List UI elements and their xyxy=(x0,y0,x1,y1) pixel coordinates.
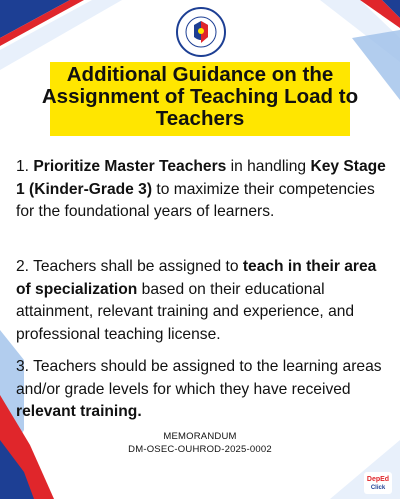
item-number: 2. xyxy=(16,258,34,275)
item-number: 1. xyxy=(16,158,34,175)
item-text: in handling xyxy=(226,158,311,175)
guidance-item-1 xyxy=(16,156,388,224)
item-text: Teachers shall be assigned to xyxy=(33,258,243,275)
item-text: to maximize their competencies for the foundational years of learners. xyxy=(16,180,375,221)
svg-text:DepEd: DepEd xyxy=(366,476,390,483)
title-line-2: Assignment of Teaching Load to xyxy=(41,85,359,108)
memo-code: DM-OSEC-OUHROD-2025-0002 xyxy=(128,444,272,455)
item-text: based on their educational attainment, relevant training and experience, and professional teaching license. xyxy=(16,280,355,343)
title-line-3: Teachers xyxy=(155,107,245,130)
guidance-item-3 xyxy=(16,356,388,424)
deped-seal-logo xyxy=(176,7,226,57)
item-text: Teachers should be assigned to the learning areas and/or grade levels for which they have received xyxy=(16,358,382,398)
page-title xyxy=(40,64,360,130)
memo-label: MEMORANDUM xyxy=(163,431,237,442)
svg-text:Click: Click xyxy=(370,485,386,491)
item-emphasis: Prioritize Master Teachers xyxy=(33,158,227,175)
deped-click-logo xyxy=(364,472,392,494)
item-emphasis: relevant training. xyxy=(16,403,142,421)
item-number: 3. xyxy=(16,358,34,375)
item-emphasis: Key Stage 1 (Kinder-Grade 3) xyxy=(16,158,386,198)
item-emphasis: teach in their area of specialization xyxy=(16,258,377,298)
guidance-item-2 xyxy=(16,256,388,346)
memorandum-reference xyxy=(110,430,290,456)
title-line-1: Additional Guidance on the xyxy=(66,63,334,86)
